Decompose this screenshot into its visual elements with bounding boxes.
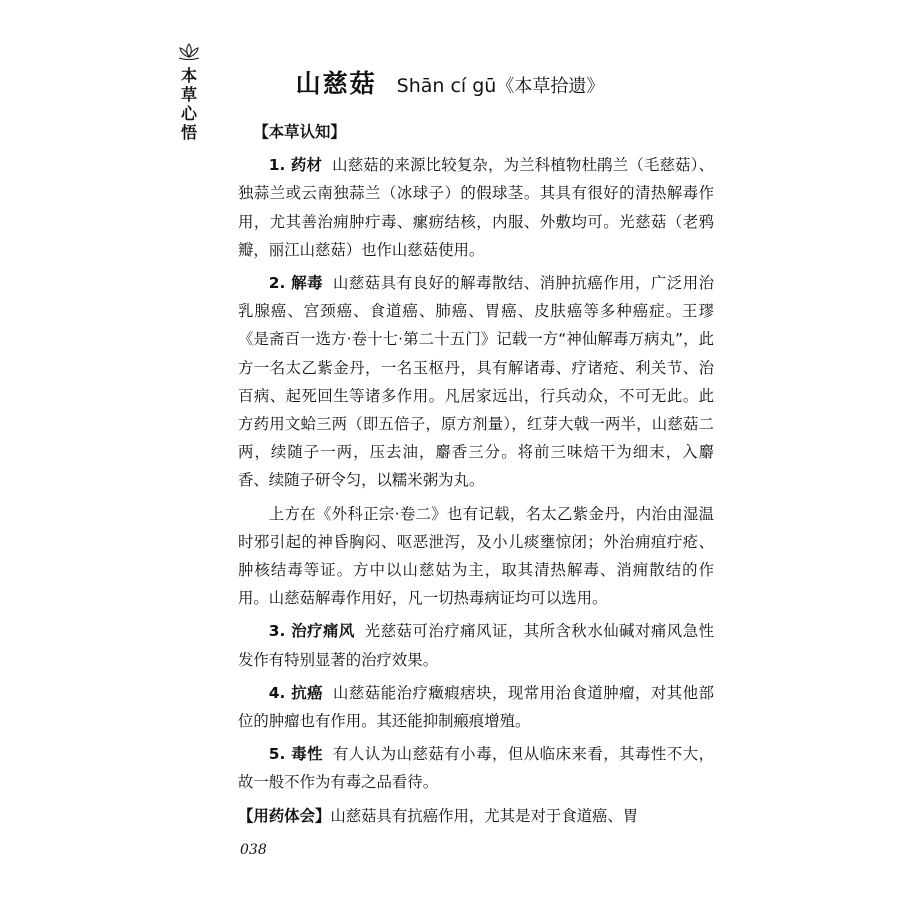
side-char: 心 (180, 104, 197, 123)
paragraph-lead: 3. 治疗痛风 (268, 622, 355, 641)
paragraph-lead: 1. 药材 (268, 156, 323, 175)
paragraph (238, 269, 714, 495)
paragraph-text: 光慈菇可治疗痛风证，其所含秋水仙碱对痛风急性发作有特别显著的治疗效果。 (238, 622, 714, 669)
paragraph-lead: 2. 解毒 (268, 274, 324, 293)
page-number: 038 (240, 842, 267, 858)
entry-heading (0, 64, 900, 100)
paragraph (238, 679, 714, 735)
section-heading: 【本草认知】 (253, 123, 346, 141)
paragraph-lead: 4. 抗癌 (268, 683, 324, 702)
entry-title: 山慈菇 (295, 69, 377, 98)
paragraph-text: 有人认为山慈菇有小毒，但从临床来看，其毒性不大，故一般不作为有毒之品看待。 (238, 745, 714, 792)
paragraph-text: 山慈菇能治疗癥瘕痞块，现常用治食道肿瘤，对其他部位的肿瘤也有作用。其还能抑制瘢痕增殖。 (238, 683, 714, 731)
paragraph-text: 山慈菇具有良好的解毒散结、消肿抗癌作用，广泛用治乳腺癌、宫颈癌、食道癌、肺癌、胃癌、皮肤癌等多种癌症。王璆《是斋百一选方·卷十七·第二十五门》记载一方“神仙解毒万病丸”，此方一名太乙紫金丹，一名玉枢丹，具有解诸毒、疗诸疮、利关节、治百病、起死回生等诸多作用。凡居家远出，行兵动众，不可无此。此方药用文蛤三两（即五倍子，原方剂量），红芽大戟一两半，山慈菇二两，续随子一两，压去油，麝香三分。将前三味焙干为细末，入麝香、续随子研令匀，以糯米粥为丸。 (238, 274, 714, 490)
entry-pinyin: Shān cí gū (396, 75, 497, 97)
paragraph (238, 802, 714, 830)
paragraph-lead: 5. 毒性 (268, 745, 324, 764)
paragraph-text: 山慈菇具有抗癌作用，尤其是对于食道癌、胃 (330, 806, 639, 825)
side-char: 本 (180, 66, 197, 85)
paragraph-text: 山慈菇的来源比较复杂，为兰科植物杜鹃兰（毛慈菇）、独蒜兰或云南独蒜兰（冰球子）的假球茎。其具有很好的清热解毒作用，尤其善治痈肿疔毒、瘰疬结核，内服、外敷均可。光慈菇（老鸦瓣，丽江山慈菇）也作山慈菇使用。 (238, 156, 714, 259)
paragraph (238, 740, 714, 796)
paragraph (238, 617, 714, 673)
side-char: 悟 (180, 123, 197, 142)
side-char: 草 (180, 85, 197, 104)
entry-source: 《本草拾遗》 (496, 76, 605, 97)
paragraph (238, 151, 714, 264)
paragraph (238, 500, 714, 613)
lotus-icon (176, 42, 202, 62)
article-body (238, 118, 714, 835)
paragraph-text: 上方在《外科正宗·卷二》也有记载，名太乙紫金丹，内治由湿温时邪引起的神昏胸闷、呕恶泄泻，及小儿痰壅惊闭；外治痈疽疔疮、肿核结毒等证。方中以山慈姑为主，取其清热解毒、消痈散结的作用。山慈菇解毒作用好，凡一切热毒病证均可以选用。 (238, 504, 714, 608)
section-heading: 【用药体会】 (238, 806, 331, 825)
